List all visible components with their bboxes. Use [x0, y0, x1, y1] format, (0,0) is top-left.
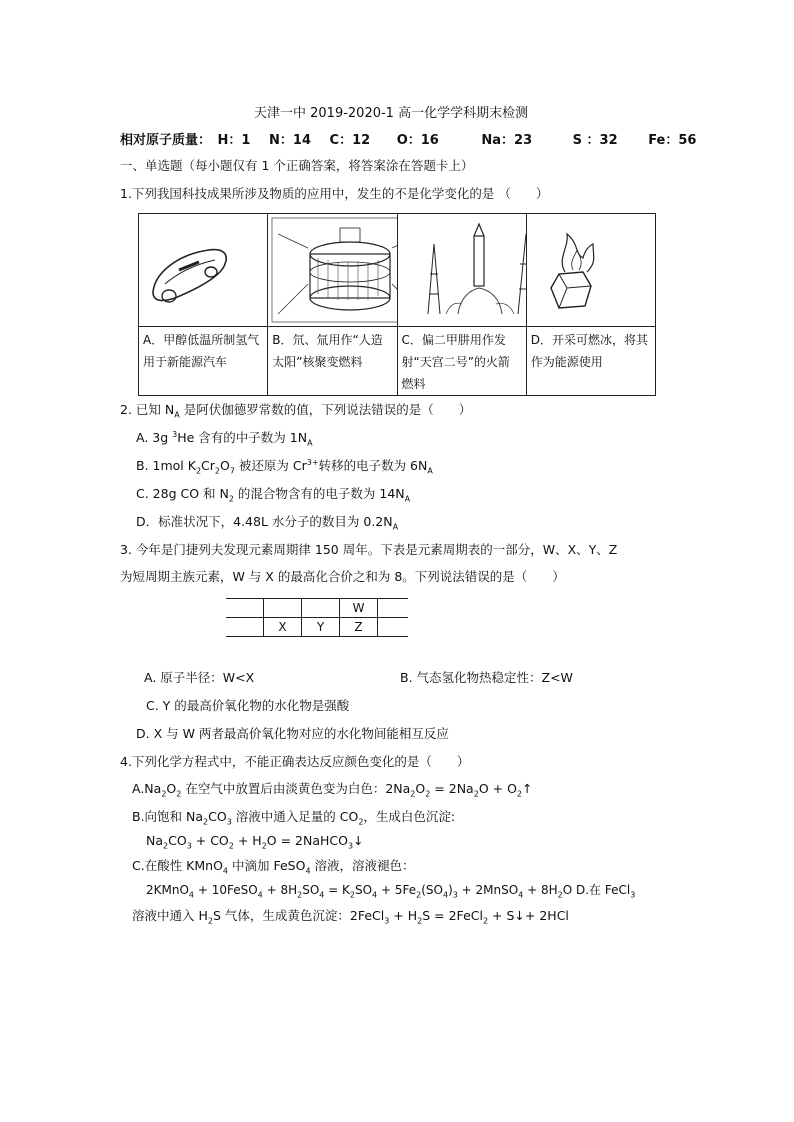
page-title: 天津一中 2019-2020-1 高一化学学科期末检测 — [254, 106, 529, 121]
pt-cell — [226, 599, 264, 618]
atomic-masses-row — [120, 129, 696, 148]
q2-stem: 2. 已知 $N_A$ 是阿伏伽德罗常数的值，下列说法错误的是（ ） — [120, 402, 472, 420]
atomic-mass-c: C：12 — [329, 133, 371, 148]
q4-option-c-equation: 2KMnO$_4$ + 10FeSO$_4$ + $8H_2SO_4 = K_2SO_4 + 5Fe_2(SO_4)_3$ + 2MnSO$_4$ + $8H_2O$ D.在 FeCl$_3$ — [146, 883, 636, 900]
reactor-icon — [268, 214, 396, 326]
atomic-mass-na: Na：23 — [481, 133, 533, 148]
q4-stem: 4.下列化学方程式中，不能正确表达反应颜色变化的是（ ） — [120, 754, 470, 769]
atomic-mass-s: S ：32 — [572, 133, 618, 148]
q1-option-c-text: C．偏二甲肼用作发射“天宫二号”的火箭燃料 — [401, 333, 510, 391]
q3-stem-line1: 3. 今年是门捷列夫发现元素周期律 150 周年。下表是元素周期表的一部分，W、X、Y、Z — [120, 542, 618, 557]
atomic-masses-label: 相对原子质量： — [120, 133, 212, 148]
q3-option-c[interactable]: C. Y 的最高价氧化物的水化物是强酸 — [146, 698, 350, 713]
pt-cell — [378, 618, 409, 637]
q1-options-table — [138, 213, 656, 396]
q1-option-d-image — [526, 214, 655, 327]
q4-option-a[interactable]: $A.Na_2O_2$ 在空气中放置后由淡黄色变为白色：$2Na_2O_2 = 2Na_2O$ + $O_2↑$ — [132, 781, 533, 799]
q2-option-b[interactable]: B. 1mol $K_2Cr_2O_7$ 被还原为 $Cr^{3+}$转移的电子数为 $6N_A$ — [136, 457, 433, 476]
q3-option-d[interactable]: D. X 与 W 两者最高价氧化物对应的水化物间能相互反应 — [136, 726, 449, 741]
atomic-mass-o: O：16 — [396, 133, 439, 148]
periodic-table-fragment — [226, 598, 408, 637]
q3-stem-line2: 为短周期主族元素，W 与 X 的最高化合价之和为 8。下列说法错误的是（ ） — [120, 569, 565, 584]
pt-cell-x: X — [264, 618, 302, 637]
pt-row — [226, 618, 408, 637]
rocket-icon — [398, 214, 526, 326]
q3-option-a[interactable]: A. 原子半径：W<X — [144, 670, 255, 685]
q4-option-c[interactable]: C.在酸性 KMnO$_4$ 中滴加 FeSO$_4$ 溶液，溶液褪色： — [132, 858, 415, 876]
q2-option-d[interactable]: D．标准状况下，4.48L 水分子的数目为 $0.2N_A$ — [136, 514, 399, 532]
q1-stem: 1.下列我国科技成果所涉及物质的应用中，发生的不是化学变化的是 （ ） — [120, 186, 549, 201]
pt-cell-z: Z — [340, 618, 378, 637]
pt-cell — [302, 599, 340, 618]
atomic-mass-n: N：14 — [269, 133, 311, 148]
q2-option-a[interactable]: A. 3g $^3$He 含有的中子数为 $1N_A$ — [136, 429, 313, 448]
pt-cell — [378, 599, 409, 618]
q1-option-b[interactable] — [268, 327, 397, 396]
pt-cell — [226, 618, 264, 637]
q1-option-d[interactable] — [526, 327, 655, 396]
atomic-mass-h: H：1 — [217, 133, 251, 148]
q1-option-b-image — [268, 214, 397, 327]
q2-option-c[interactable]: C. 28g CO 和 $N_2$ 的混合物含有的电子数为 $14N_A$ — [136, 486, 411, 504]
q1-option-c-image — [397, 214, 526, 327]
q1-option-a-image — [139, 214, 268, 327]
car-icon — [139, 214, 235, 326]
q4-option-b-equation: $Na_2CO_3 + CO_2 + H_2O$ = 2NaHCO$_3$↓ — [146, 833, 364, 851]
pt-cell — [264, 599, 302, 618]
atomic-mass-fe: Fe：56 — [648, 133, 697, 148]
section-heading: 一、单选题（每小题仅有 1 个正确答案，将答案涂在答题卡上） — [120, 158, 474, 173]
q4-option-b[interactable]: B.向饱和 $Na_2CO_3$ 溶液中通入足量的 $CO_2$，生成白色沉淀: — [132, 809, 456, 827]
q1-option-c[interactable] — [397, 327, 526, 396]
pt-cell-y: Y — [302, 618, 340, 637]
flame-icon — [527, 214, 613, 326]
q1-option-a-text: A．甲醇低温所制氢气用于新能源汽车 — [143, 333, 260, 369]
q1-option-b-text: B．氘、氚用作“人造太阳”核聚变燃料 — [272, 333, 383, 369]
q1-option-d-text: D．开采可燃冰，将其作为能源使用 — [530, 333, 648, 369]
pt-row — [226, 599, 408, 618]
q3-option-b[interactable]: B. 气态氢化物热稳定性：Z<W — [400, 670, 573, 685]
pt-cell-w: W — [340, 599, 378, 618]
q4-option-d[interactable]: 溶液中通入 $H_2S$ 气体，生成黄色沉淀：2FeCl$_3$ + $H_2S$ = 2FeCl$_2$ + S↓+ 2HCl — [132, 908, 569, 926]
q1-option-a[interactable] — [139, 327, 268, 396]
